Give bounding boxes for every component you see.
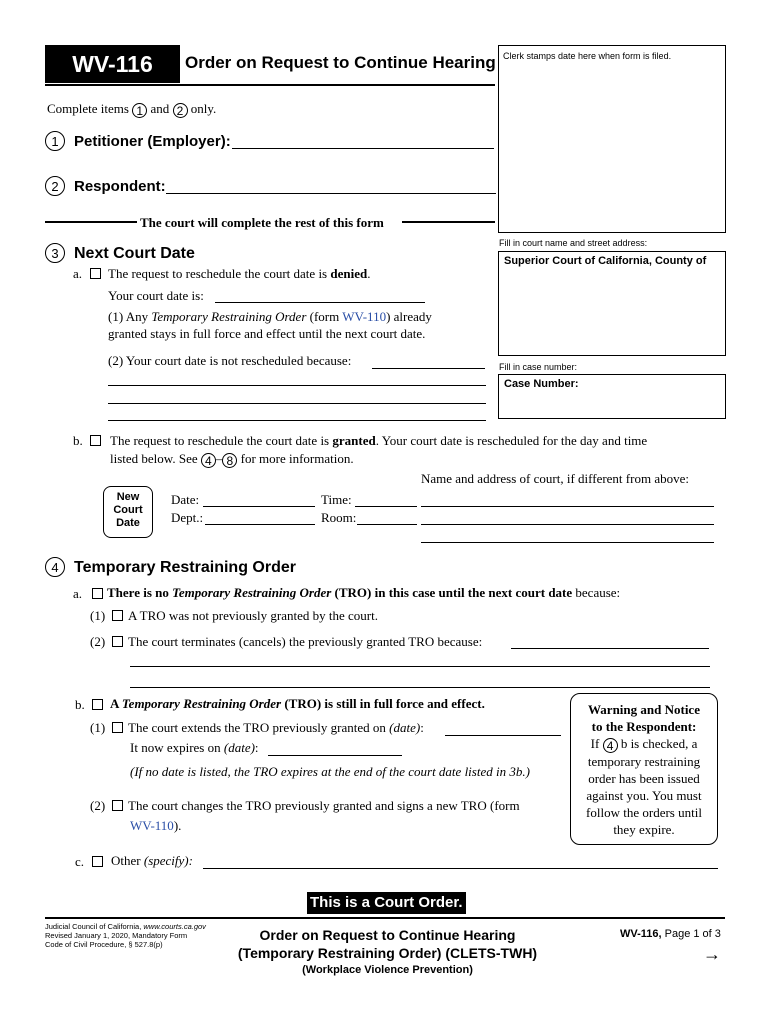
room-label: Room: (321, 510, 357, 525)
item4a-letter: a. (73, 586, 83, 601)
clerk-stamp-box[interactable] (498, 45, 726, 233)
time-field[interactable] (355, 506, 417, 507)
reason-field-1[interactable] (372, 368, 485, 369)
footer-title (215, 926, 560, 978)
court-name-box[interactable] (498, 251, 726, 356)
warning-item-ref: 4 (603, 738, 618, 753)
warning-title-2: to the Respondent: (591, 719, 697, 734)
item4a2-num: (2) (90, 634, 106, 649)
form-id: WV-116 (72, 51, 153, 77)
dept-field[interactable] (205, 524, 315, 525)
footer-left (45, 922, 206, 949)
header-underline (45, 84, 495, 86)
item3a-checkbox[interactable] (90, 268, 101, 279)
item4a-text: There is no Temporary Restraining Order (TRO) in this case until the next court date because: (107, 585, 621, 600)
next-page-arrow-icon[interactable]: → (703, 944, 721, 964)
divider-left (45, 221, 137, 223)
court-address-field-3[interactable] (421, 542, 714, 543)
expires-date-field[interactable] (268, 755, 402, 756)
room-field[interactable] (357, 524, 417, 525)
item1-number: 1 (45, 131, 65, 151)
item4a1-text: A TRO was not previously granted by the court. (128, 608, 378, 623)
terminate-reason-field-2[interactable] (130, 666, 710, 667)
item4b-text: A Temporary Restraining Order (TRO) is still in full force and effect. (110, 696, 485, 711)
item4c-letter: c. (75, 854, 85, 869)
item-ref-4: 4 (201, 453, 216, 468)
item4c-text: Other (specify): (111, 853, 193, 868)
form-title: Order on Request to Continue Hearing (185, 53, 496, 72)
footer-council: Judicial Council of California, www.courts.ca.gov (45, 922, 206, 931)
item4b-checkbox[interactable] (92, 699, 103, 710)
item4b1-checkbox[interactable] (112, 722, 123, 733)
warning-line-3: order has been issued (588, 770, 700, 786)
warning-line-4: against you. You must (586, 787, 702, 803)
other-specify-field[interactable] (203, 868, 718, 869)
item3-header (45, 243, 195, 263)
item2-number: 2 (45, 176, 65, 196)
item-ref-1: 1 (132, 103, 147, 118)
warning-line-6: they expire. (613, 821, 675, 837)
clerk-note: Clerk stamps date here when form is filed. (503, 51, 672, 61)
item3a-sub2: (2) Your court date is not rescheduled because: (108, 353, 352, 368)
new-court-date-badge: New Court Date (103, 486, 153, 538)
footer-code: Code of Civil Procedure, § 527.8(p) (45, 940, 163, 949)
reason-field-4[interactable] (108, 420, 486, 421)
name-address-label: Name and address of court, if different from above: (421, 471, 689, 486)
petitioner-field[interactable] (232, 148, 494, 149)
court-box-title: Superior Court of California, County of (504, 255, 707, 267)
item4b1-expires: It now expires on (date): (130, 740, 259, 755)
item4b2-num: (2) (90, 798, 106, 813)
item3b-letter: b. (73, 433, 83, 448)
item1-row (45, 131, 231, 151)
footer-title-3: (Workplace Violence Prevention) (302, 964, 473, 976)
item3b-text: The request to reschedule the court date is granted. Your court date is rescheduled for the day and time (110, 433, 648, 448)
terminate-reason-field-1[interactable] (511, 648, 709, 649)
tro-title: Temporary Restraining Order (74, 559, 296, 576)
footer-title-1: Order on Request to Continue Hearing (259, 927, 516, 943)
item4a2-text: The court terminates (cancels) the previously granted TRO because: (128, 634, 483, 649)
wv110-link-2[interactable]: WV-110 (130, 818, 174, 833)
court-address-field-1[interactable] (421, 506, 714, 507)
warning-line-2: temporary restraining (587, 753, 701, 769)
terminate-reason-field-3[interactable] (130, 687, 710, 688)
respondent-label: Respondent: (74, 178, 166, 195)
item4a1-checkbox[interactable] (112, 610, 123, 621)
item4a1-num: (1) (90, 608, 106, 623)
wv110-link[interactable]: WV-110 (342, 309, 387, 324)
item4b1-text: The court extends the TRO previously granted on (date): (128, 720, 424, 735)
item3a-sub1-line2: granted stays in full force and effect until the next court date. (108, 326, 426, 341)
item3-number: 3 (45, 243, 65, 263)
dept-label: Dept.: (171, 510, 204, 525)
court-address-field-2[interactable] (421, 524, 714, 525)
court-order-banner: This is a Court Order. (307, 892, 466, 914)
extended-date-field[interactable] (445, 735, 561, 736)
item4b-letter: b. (75, 697, 85, 712)
item3a-letter: a. (73, 266, 83, 281)
item4a2-checkbox[interactable] (112, 636, 123, 647)
petitioner-label: Petitioner (Employer): (74, 133, 231, 150)
item2-row (45, 176, 166, 196)
footer-title-2: (Temporary Restraining Order) (CLETS-TWH) (237, 945, 538, 961)
warning-box (570, 693, 718, 845)
item-ref-8: 8 (222, 453, 237, 468)
item4-number: 4 (45, 557, 65, 577)
item4c-checkbox[interactable] (92, 856, 103, 867)
case-number-box[interactable] (498, 374, 726, 419)
next-court-date-title: Next Court Date (74, 245, 195, 262)
form-id-badge (45, 45, 180, 83)
item3a-sub1: (1) Any Temporary Restraining Order (form WV-110) already (108, 309, 432, 324)
item3b-line2: listed below. See 4 – 8 for more information. (110, 451, 354, 468)
case-fill-label: Fill in case number: (499, 362, 578, 372)
warning-line-1: If 4 b is checked, a (590, 736, 698, 753)
item3b-checkbox[interactable] (90, 435, 101, 446)
respondent-field[interactable] (166, 193, 496, 194)
warning-title-1: Warning and Notice (588, 702, 700, 717)
item4b1-num: (1) (90, 720, 106, 735)
item3a-text: The request to reschedule the court date is denied. (108, 266, 371, 281)
item4-header (45, 557, 296, 577)
footer-rule (45, 917, 725, 919)
court-fill-label: Fill in court name and street address: (499, 238, 648, 248)
case-number-label: Case Number: (504, 378, 579, 390)
item4b2-checkbox[interactable] (112, 800, 123, 811)
divider-right (402, 221, 495, 223)
complete-items-line: Complete items 1 and 2 only. (47, 101, 217, 118)
date-label: Date: (171, 492, 200, 507)
item4b2-line2: WV-110). (130, 818, 182, 833)
item-ref-2: 2 (173, 103, 188, 118)
reason-field-2[interactable] (108, 385, 486, 386)
reason-field-3[interactable] (108, 403, 486, 404)
item4b1-note: (If no date is listed, the TRO expires at the end of the court date listed in 3b.) (130, 764, 530, 779)
your-court-date-label: Your court date is: (108, 288, 204, 303)
item4b2-text: The court changes the TRO previously granted and signs a new TRO (form (128, 798, 520, 813)
warning-line-5: follow the orders until (586, 804, 702, 820)
footer-revised: Revised January 1, 2020, Mandatory Form (45, 931, 188, 940)
date-field[interactable] (203, 506, 315, 507)
your-court-date-field[interactable] (215, 302, 425, 303)
footer-page: WV-116, Page 1 of 3 (620, 928, 721, 940)
divider-text: The court will complete the rest of this form (140, 215, 384, 230)
time-label: Time: (321, 492, 352, 507)
item4a-checkbox[interactable] (92, 588, 103, 599)
